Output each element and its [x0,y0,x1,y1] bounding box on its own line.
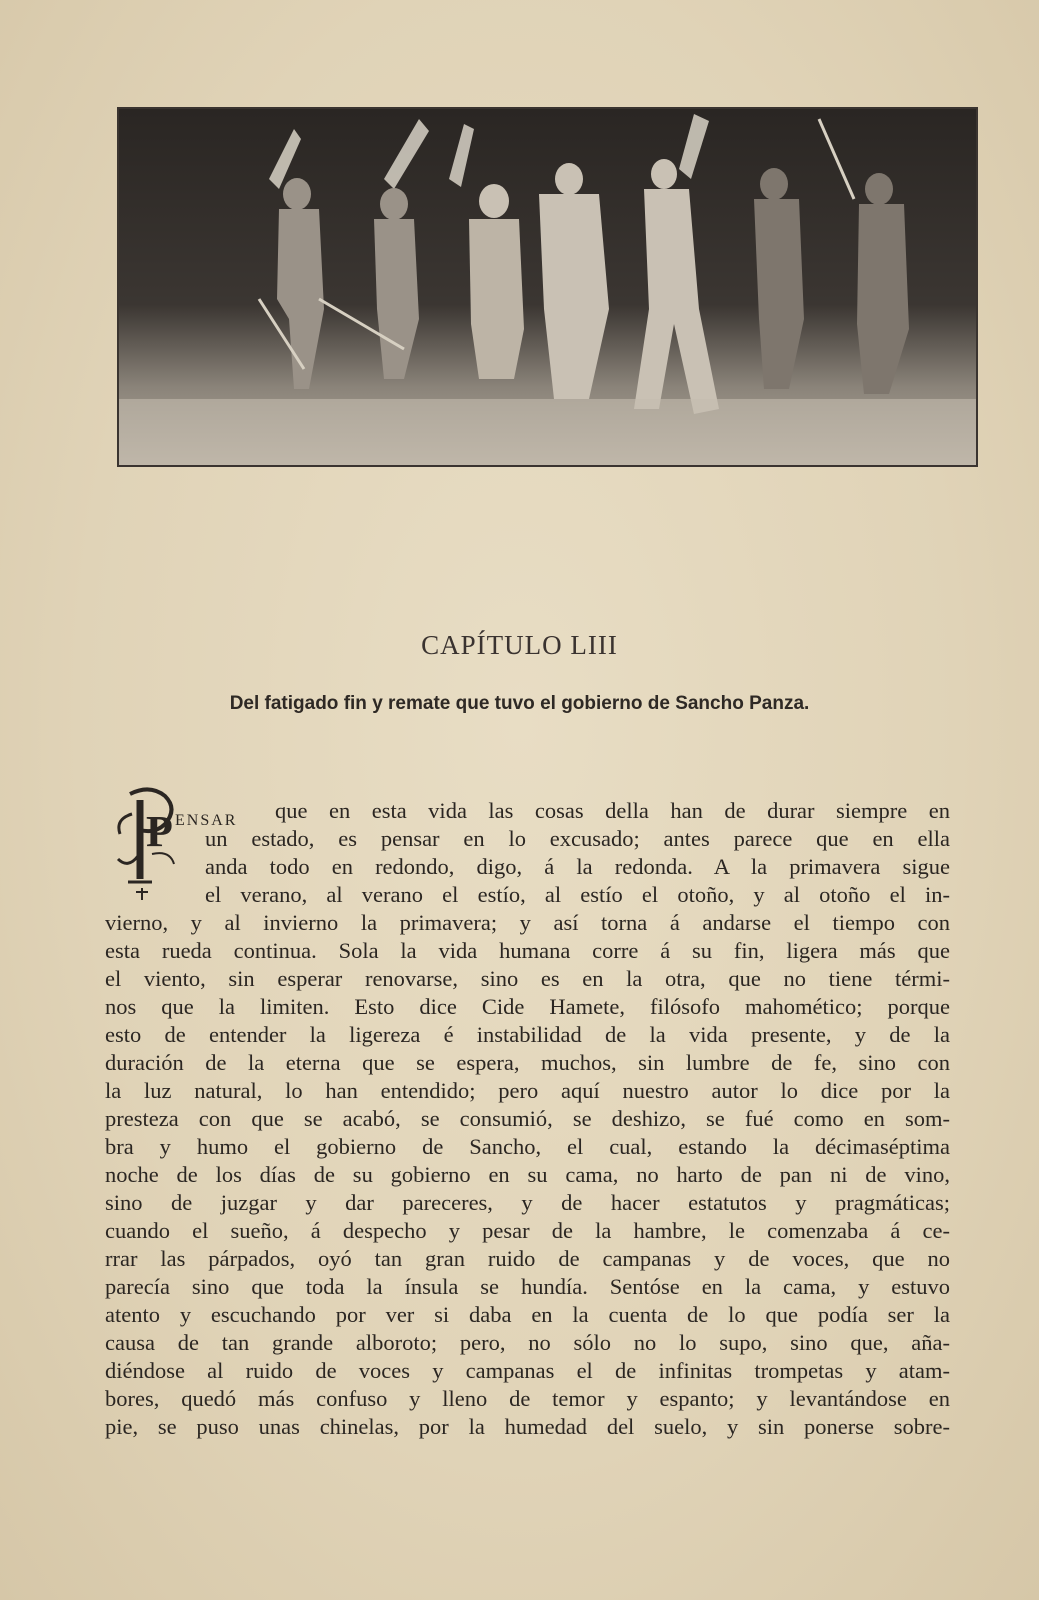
text-line: que en esta vida las cosas della han de durar siempre en [275,798,950,823]
text-line: noche de los días de su gobierno en su cama, no harto de pan ni de vino, [105,1162,950,1187]
text-line: presteza con que se acabó, se consumió, se deshizo, se fué como en som- [105,1106,950,1131]
text-line: pie, se puso unas chinelas, por la humedad del suelo, y sin ponerse sobre- [105,1414,950,1439]
first-word-smallcaps: ENSAR [175,812,238,829]
text-line: cuando el sueño, á despecho y pesar de la hambre, le comenzaba á ce- [105,1218,950,1243]
text-line: vierno, y al invierno la primavera; y así torna á andarse el tiempo con [105,910,950,935]
text-line: el viento, sin esperar renovarse, sino es en la otra, que no tiene térmi- [105,966,950,991]
text-line: duración de la eterna que se espera, muchos, sin lumbre de fe, sino con [105,1050,950,1075]
text-line: parecía sino que toda la ínsula se hundía. Sentóse en la cama, y estuvo [105,1274,950,1299]
text-line: esto de entender la ligereza é instabilidad de la vida presente, y de la [105,1022,950,1047]
chapter-illustration [117,107,978,467]
text-line: anda todo en redondo, digo, á la redonda. A la primavera sigue [205,854,950,879]
text-line: nos que la limiten. Esto dice Cide Hamete, filósofo mahomético; porque [105,994,950,1019]
text-line: atento y escuchando por ver si daba en la cuenta de lo que podía ser la [105,1302,950,1327]
text-line: sino de juzgar y dar pareceres, y de hacer estatutos y pragmáticas; [105,1190,950,1215]
text-line: esta rueda continua. Sola la vida humana corre á su fin, ligera más que [105,938,950,963]
text-line: bores, quedó más confuso y lleno de temor y espanto; y levantándose en [105,1386,950,1411]
text-line: rrar las párpados, oyó tan gran ruido de campanas y de voces, que no [105,1246,950,1271]
drop-cap-letter: P [146,807,173,856]
chapter-title: CAPÍTULO LIII [421,630,618,660]
drop-cap-ornament [110,784,192,904]
text-line: diéndose al ruido de voces y campanas el de infinitas trompetas y atam- [105,1358,950,1383]
text-line: bra y humo el gobierno de Sancho, el cual, estando la décimaséptima [105,1134,950,1159]
text-line: el verano, al verano el estío, al estío el otoño, y al otoño el in- [205,882,950,907]
ornamental-initial-icon [110,784,192,904]
text-line: un estado, es pensar en lo excusado; antes parece que en ella [205,826,950,851]
engraving-illustration-icon [119,109,976,465]
chapter-subtitle: Del fatigado fin y remate que tuvo el gobierno de Sancho Panza. [229,693,810,714]
text-line: causa de tan grande alboroto; pero, no sólo no lo supo, sino que, aña- [105,1330,950,1355]
text-line: la luz natural, lo han entendido; pero aquí nuestro autor lo dice por la [105,1078,950,1103]
